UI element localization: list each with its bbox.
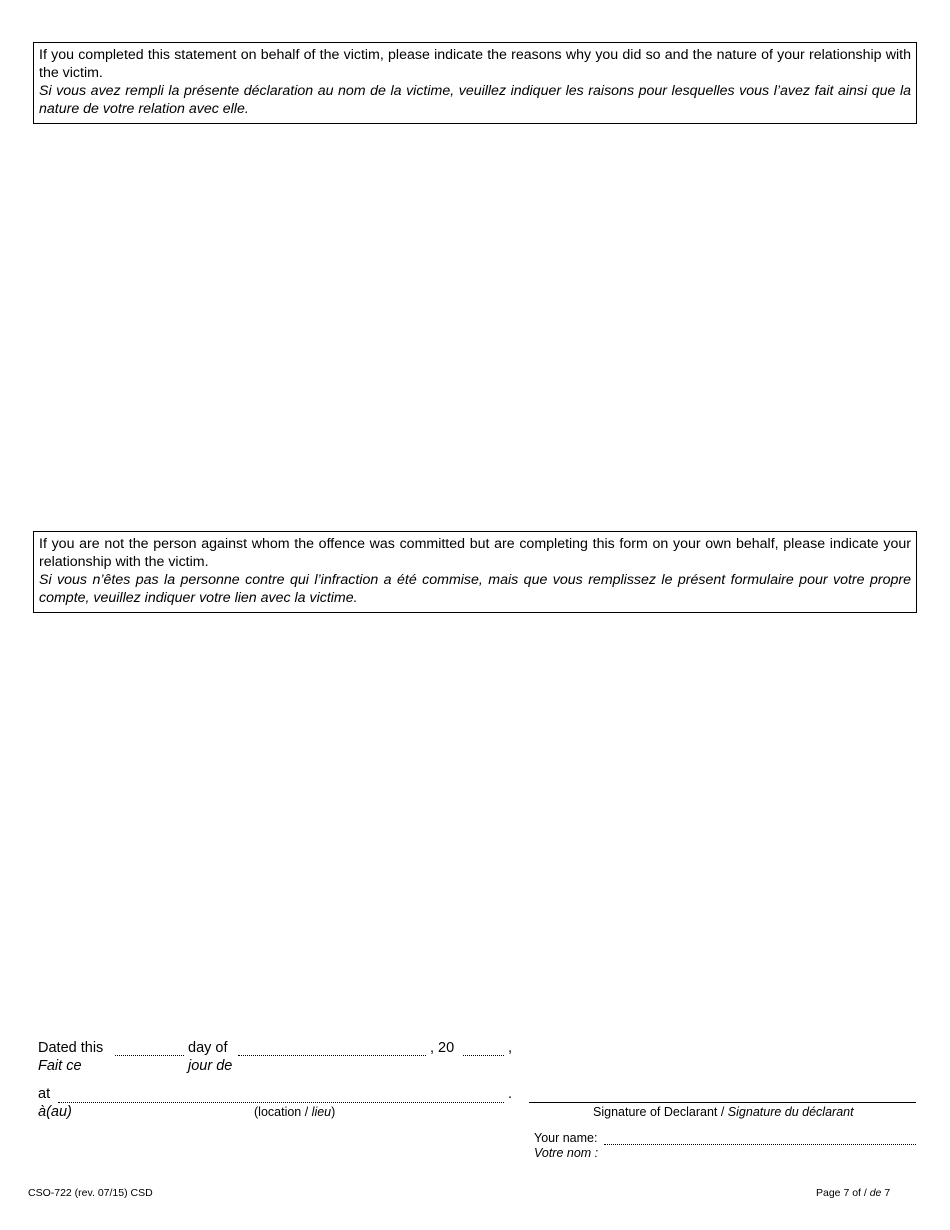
representative-reasons-answer-area[interactable] xyxy=(33,126,917,521)
your-name-label-fr: Votre nom : xyxy=(534,1146,599,1160)
location-period: . xyxy=(508,1086,513,1102)
signature-caption: Signature of Declarant / Signature du déclarant xyxy=(593,1105,854,1119)
day-field[interactable] xyxy=(115,1055,184,1056)
at-label-fr: à(au) xyxy=(38,1104,72,1120)
page-number: Page 7 of / de 7 xyxy=(816,1187,891,1199)
relationship-section xyxy=(33,531,917,613)
relationship-fr: Si vous n’êtes pas la personne contre qui l’infraction a été commise, mais que vous remplissez le présent formulaire pour votre propre compte, veuillez indiquer votre lien avec la victime. xyxy=(39,572,911,606)
your-name-field[interactable] xyxy=(604,1144,916,1145)
representative-reasons-section xyxy=(33,42,917,124)
day-of-label: day of xyxy=(188,1040,228,1056)
year-prefix: , 20 xyxy=(430,1040,455,1056)
day-of-label-fr: jour de xyxy=(188,1058,233,1074)
at-label: at xyxy=(38,1086,51,1102)
year-comma: , xyxy=(508,1040,513,1056)
location-caption: (location / lieu) xyxy=(254,1105,336,1119)
relationship-en: If you are not the person against whom the offence was committed but are completing this form on your own behalf, please indicate your relationship with the victim. xyxy=(39,536,911,570)
form-id: CSO-722 (rev. 07/15) CSD xyxy=(28,1187,153,1199)
signature-line[interactable] xyxy=(529,1102,916,1103)
your-name-label: Your name: xyxy=(534,1131,598,1145)
month-field[interactable] xyxy=(238,1055,426,1056)
dated-this-label: Dated this xyxy=(38,1040,104,1056)
representative-reasons-en: If you completed this statement on behalf of the victim, please indicate the reasons why you did so and the nature of your relationship with the victim. xyxy=(39,47,911,81)
relationship-answer-area[interactable] xyxy=(33,616,917,1026)
dated-this-label-fr: Fait ce xyxy=(38,1058,82,1074)
location-field[interactable] xyxy=(58,1102,504,1103)
representative-reasons-fr: Si vous avez rempli la présente déclaration au nom de la victime, veuillez indiquer les raisons pour lesquelles vous l’avez fait ainsi que la nature de votre relation avec elle. xyxy=(39,83,911,117)
year-field[interactable] xyxy=(463,1055,504,1056)
